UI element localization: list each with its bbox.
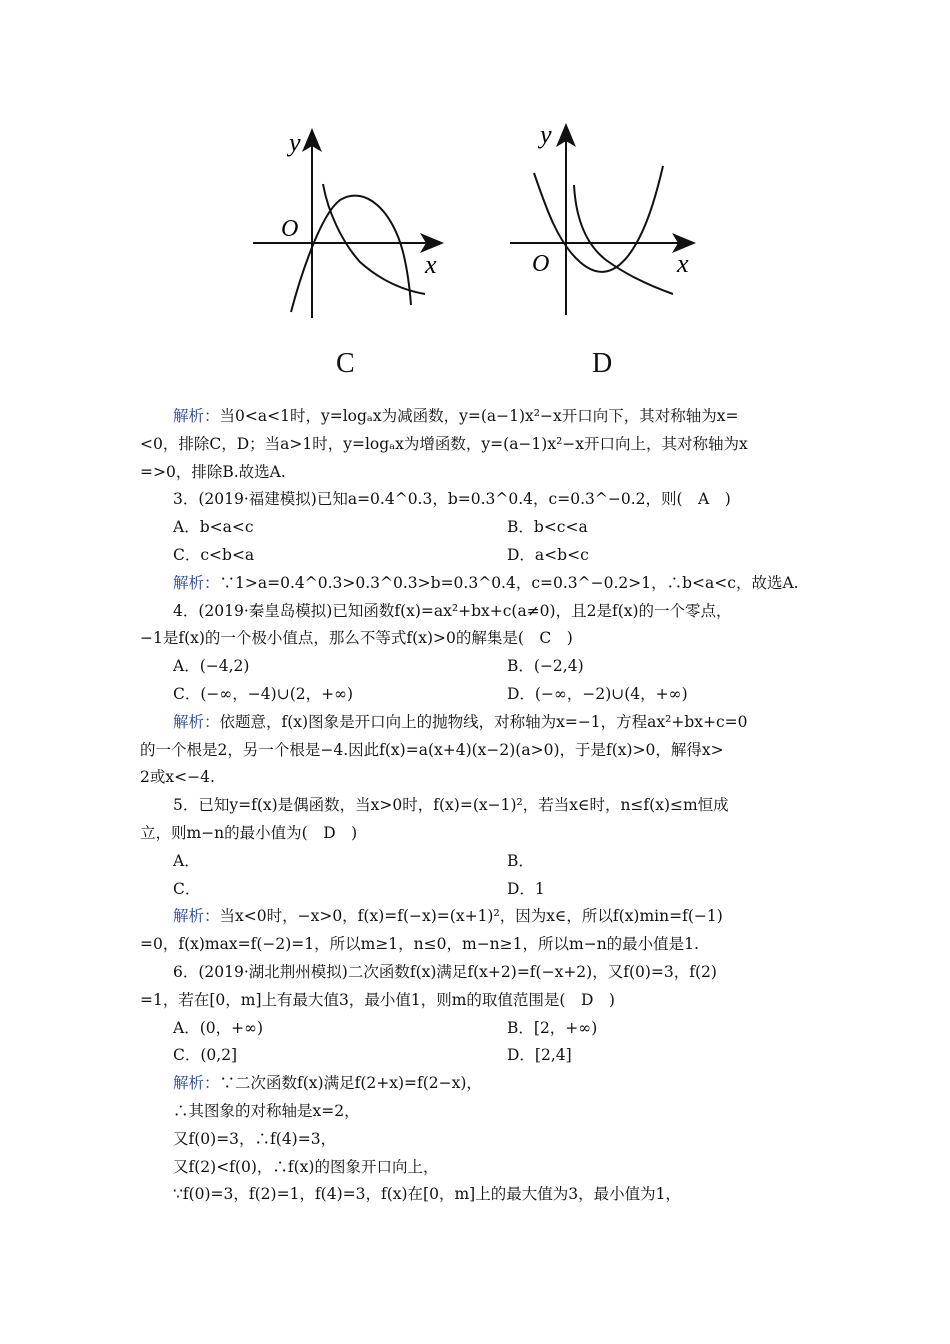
line-text: 又f(0)=3，∴f(4)=3， xyxy=(173,1129,337,1148)
option-row xyxy=(140,514,812,542)
line-text: 依题意，f(x)图象是开口向上的抛物线，对称轴为x=−1，方程ax²+bx+c=0 xyxy=(219,712,748,731)
figure-c-origin-label: O xyxy=(281,216,299,242)
option-right: B．[2，+∞) xyxy=(507,1018,598,1037)
figure-d-letter: D xyxy=(592,348,613,379)
option-row xyxy=(140,848,812,876)
line-text: ∵二次函数f(x)满足f(2+x)=f(2−x)， xyxy=(219,1074,482,1093)
figure-d-log-curve xyxy=(574,185,673,294)
analysis-label: 解析： xyxy=(173,573,220,592)
option-left: C．c<b<a xyxy=(173,545,255,564)
figure-d-y-label: y xyxy=(540,120,552,149)
option-right: D．a<b<c xyxy=(507,545,589,564)
figure-d-graph xyxy=(510,120,692,315)
option-right: D．[2,4] xyxy=(507,1046,572,1065)
figure-c-x-label: x xyxy=(425,250,437,279)
option-right: B．b<c<a xyxy=(507,518,588,537)
analysis-label: 解析： xyxy=(173,712,220,731)
analysis-line xyxy=(140,1070,812,1098)
option-row xyxy=(140,876,812,904)
option-left: C．(−∞，−4)∪(2，+∞) xyxy=(173,684,354,703)
option-right: B．(−2,4) xyxy=(507,657,584,676)
text-line xyxy=(140,598,812,626)
line-text: 6．(2019·湖北荆州模拟)二次函数f(x)满足f(x+2)=f(−x+2)，又f(0)=3，f(2) xyxy=(173,962,717,981)
line-text: 3．(2019·福建模拟)已知a=0.4^0.3，b=0.3^0.4，c=0.3^−0.2，则( A ) xyxy=(173,490,731,509)
figure-d-x-label: x xyxy=(677,249,689,278)
line-text: ∵f(0)=3，f(2)=1，f(4)=3，f(x)在[0，m]上的最大值为3，最小值为1， xyxy=(173,1185,681,1204)
line-text: 当x<0时，−x>0，f(x)=f(−x)=(x+1)²，因为x∈，所以f(x)min=f(−1) xyxy=(219,907,723,926)
figure-c-parabola xyxy=(291,196,411,312)
line-text: 又f(2)<f(0)，∴f(x)的图象开口向上， xyxy=(173,1157,439,1176)
line-text: 立，则m−n的最小值为( D ) xyxy=(140,823,358,842)
option-left: C．(0,2] xyxy=(173,1046,238,1065)
text-line xyxy=(140,431,812,459)
text-line xyxy=(140,1098,812,1126)
line-text: <0，排除C，D；当a>1时，y=logₐx为增函数，y=(a−1)x²−x开口向上，其对称轴为x xyxy=(140,434,748,453)
line-text: =>0，排除B.故选A. xyxy=(140,462,286,481)
option-left: C． xyxy=(173,879,201,898)
text-line xyxy=(140,931,812,959)
text-line xyxy=(140,737,812,765)
function-graphs xyxy=(0,0,950,400)
analysis-label: 解析： xyxy=(173,907,220,926)
text-line xyxy=(140,625,812,653)
line-text: 5．已知y=f(x)是偶函数，当x>0时，f(x)=(x−1)²，若当x∈时，n≤f(x)≤m恒成 xyxy=(173,796,729,815)
document-body xyxy=(140,403,812,1209)
text-line xyxy=(140,486,812,514)
figure-c-letter: C xyxy=(336,348,355,379)
line-text: −1是f(x)的一个极小值点，那么不等式f(x)>0的解集是( C ) xyxy=(140,629,573,648)
figure-d-parabola xyxy=(534,166,663,272)
option-row xyxy=(140,1015,812,1043)
option-left: A．(−4,2) xyxy=(173,657,250,676)
figure-d-origin-label: O xyxy=(532,251,550,277)
line-text: =1，若在[0，m]上有最大值3，最小值1，则m的取值范围是( D ) xyxy=(140,990,615,1009)
option-row xyxy=(140,681,812,709)
option-row xyxy=(140,653,812,681)
option-right: B． xyxy=(507,851,534,870)
text-line xyxy=(140,792,812,820)
option-left: A．b<a<c xyxy=(173,518,254,537)
option-left: A． xyxy=(173,851,200,870)
line-text: ∵1>a=0.4^0.3>0.3^0.3>b=0.3^0.4，c=0.3^−0.2>1，∴b<a<c，故选A. xyxy=(219,573,799,592)
text-line xyxy=(140,1154,812,1182)
text-line xyxy=(140,987,812,1015)
line-text: 2或x<−4. xyxy=(140,768,215,787)
line-text: =0，f(x)max=f(−2)=1，所以m≥1，n≤0，m−n≥1，所以m−n的最小值是1. xyxy=(140,935,699,954)
text-line xyxy=(140,1181,812,1209)
text-line xyxy=(140,959,812,987)
option-row xyxy=(140,1042,812,1070)
figures-area xyxy=(0,0,950,400)
analysis-label: 解析： xyxy=(173,1074,220,1093)
option-right: D．1 xyxy=(507,879,545,898)
text-line xyxy=(140,459,812,487)
line-text: ∴其图象的对称轴是x=2， xyxy=(173,1101,360,1120)
text-line xyxy=(140,1126,812,1154)
text-line xyxy=(140,820,812,848)
analysis-line xyxy=(140,570,812,598)
text-line xyxy=(140,764,812,792)
analysis-line xyxy=(140,403,812,431)
line-text: 当0<a<1时，y=logₐx为减函数，y=(a−1)x²−x开口向下，其对称轴为x= xyxy=(219,407,739,425)
analysis-label: 解析： xyxy=(173,407,220,425)
figure-c-graph xyxy=(253,128,440,318)
line-text: 的一个根是2，另一个根是−4.因此f(x)=a(x+4)(x−2)(a>0)，于是f(x)>0，解得x> xyxy=(140,740,724,759)
option-row xyxy=(140,542,812,570)
analysis-line xyxy=(140,903,812,931)
line-text: 4．(2019·秦皇岛模拟)已知函数f(x)=ax²+bx+c(a≠0)，且2是f(x)的一个零点， xyxy=(173,601,732,620)
analysis-line xyxy=(140,709,812,737)
option-left: A．(0，+∞) xyxy=(173,1018,264,1037)
option-right: D．(−∞，−2)∪(4，+∞) xyxy=(507,684,688,703)
figure-c-y-label: y xyxy=(289,128,301,157)
